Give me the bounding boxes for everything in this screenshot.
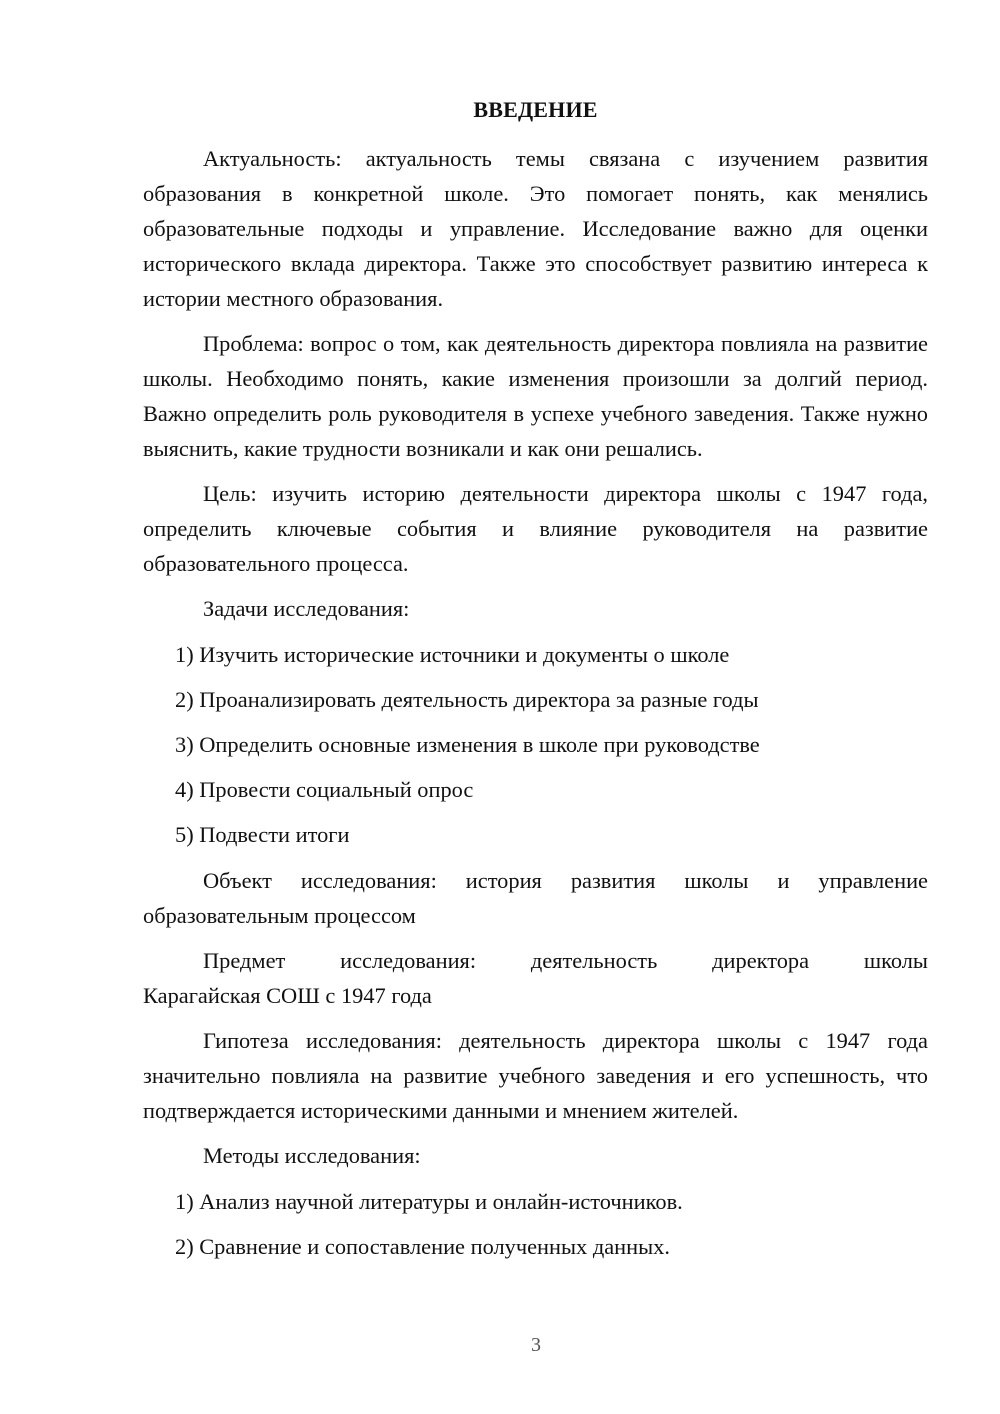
- methods-list: [143, 1184, 928, 1264]
- subject-word: школы: [863, 948, 928, 973]
- section-heading: ВВЕДЕНИЕ: [473, 97, 598, 122]
- goal-paragraph: Цель: изучить историю деятельности директора школы с 1947 года, определить ключевые события и влияние руководителя на развитие образовательного процесса.: [143, 481, 928, 576]
- tasks-list: [143, 637, 928, 852]
- hypothesis-paragraph: Гипотеза исследования: деятельность директора школы с 1947 года значительно повлияла на развитие учебного заведения и его успешность, что подтверждается историческими данными и мнением жителей.: [143, 1028, 928, 1123]
- page-number: 3: [531, 1334, 541, 1356]
- tasks-label: Задачи исследования:: [203, 596, 410, 621]
- problem-paragraph: Проблема: вопрос о том, как деятельность директора повлияла на развитие школы. Необходимо понять, какие изменения произошли за долгий период. Важно определить роль руководителя в успехе учебного заведения. Также нужно выяснить, какие трудности возникали и как они решались.: [143, 331, 928, 461]
- subject-word: исследования:: [340, 948, 477, 973]
- task-item: 2) Проанализировать деятельность директора за разные годы: [175, 687, 759, 712]
- methods-label: Методы исследования:: [203, 1143, 421, 1168]
- task-item: 1) Изучить исторические источники и документы о школе: [175, 642, 730, 667]
- task-item: 3) Определить основные изменения в школе при руководстве: [175, 732, 760, 757]
- subject-word: Предмет: [203, 948, 286, 973]
- subject-line-2: Карагайская СОШ с 1947 года: [143, 983, 432, 1008]
- subject-word: директора: [712, 948, 810, 973]
- object-paragraph: Объект исследования: история развития школы и управление образовательным процессом: [143, 868, 928, 928]
- task-item: 5) Подвести итоги: [175, 822, 350, 847]
- method-item: 1) Анализ научной литературы и онлайн-источников.: [175, 1189, 683, 1214]
- relevance-paragraph: Актуальность: актуальность темы связана с изучением развития образования в конкретной школе. Это помогает понять, как менялись образовательные подходы и управление. Исследование важно для оценки исторического вклада директора. Также это способствует развитию интереса к истории местного образования.: [143, 146, 928, 311]
- task-item: 4) Провести социальный опрос: [175, 777, 474, 802]
- method-item: 2) Сравнение и сопоставление полученных данных.: [175, 1234, 670, 1259]
- subject-word: деятельность: [530, 948, 658, 973]
- subject-line-1: [143, 943, 928, 978]
- subject-paragraph: [143, 943, 928, 1013]
- page-content: [143, 92, 928, 1275]
